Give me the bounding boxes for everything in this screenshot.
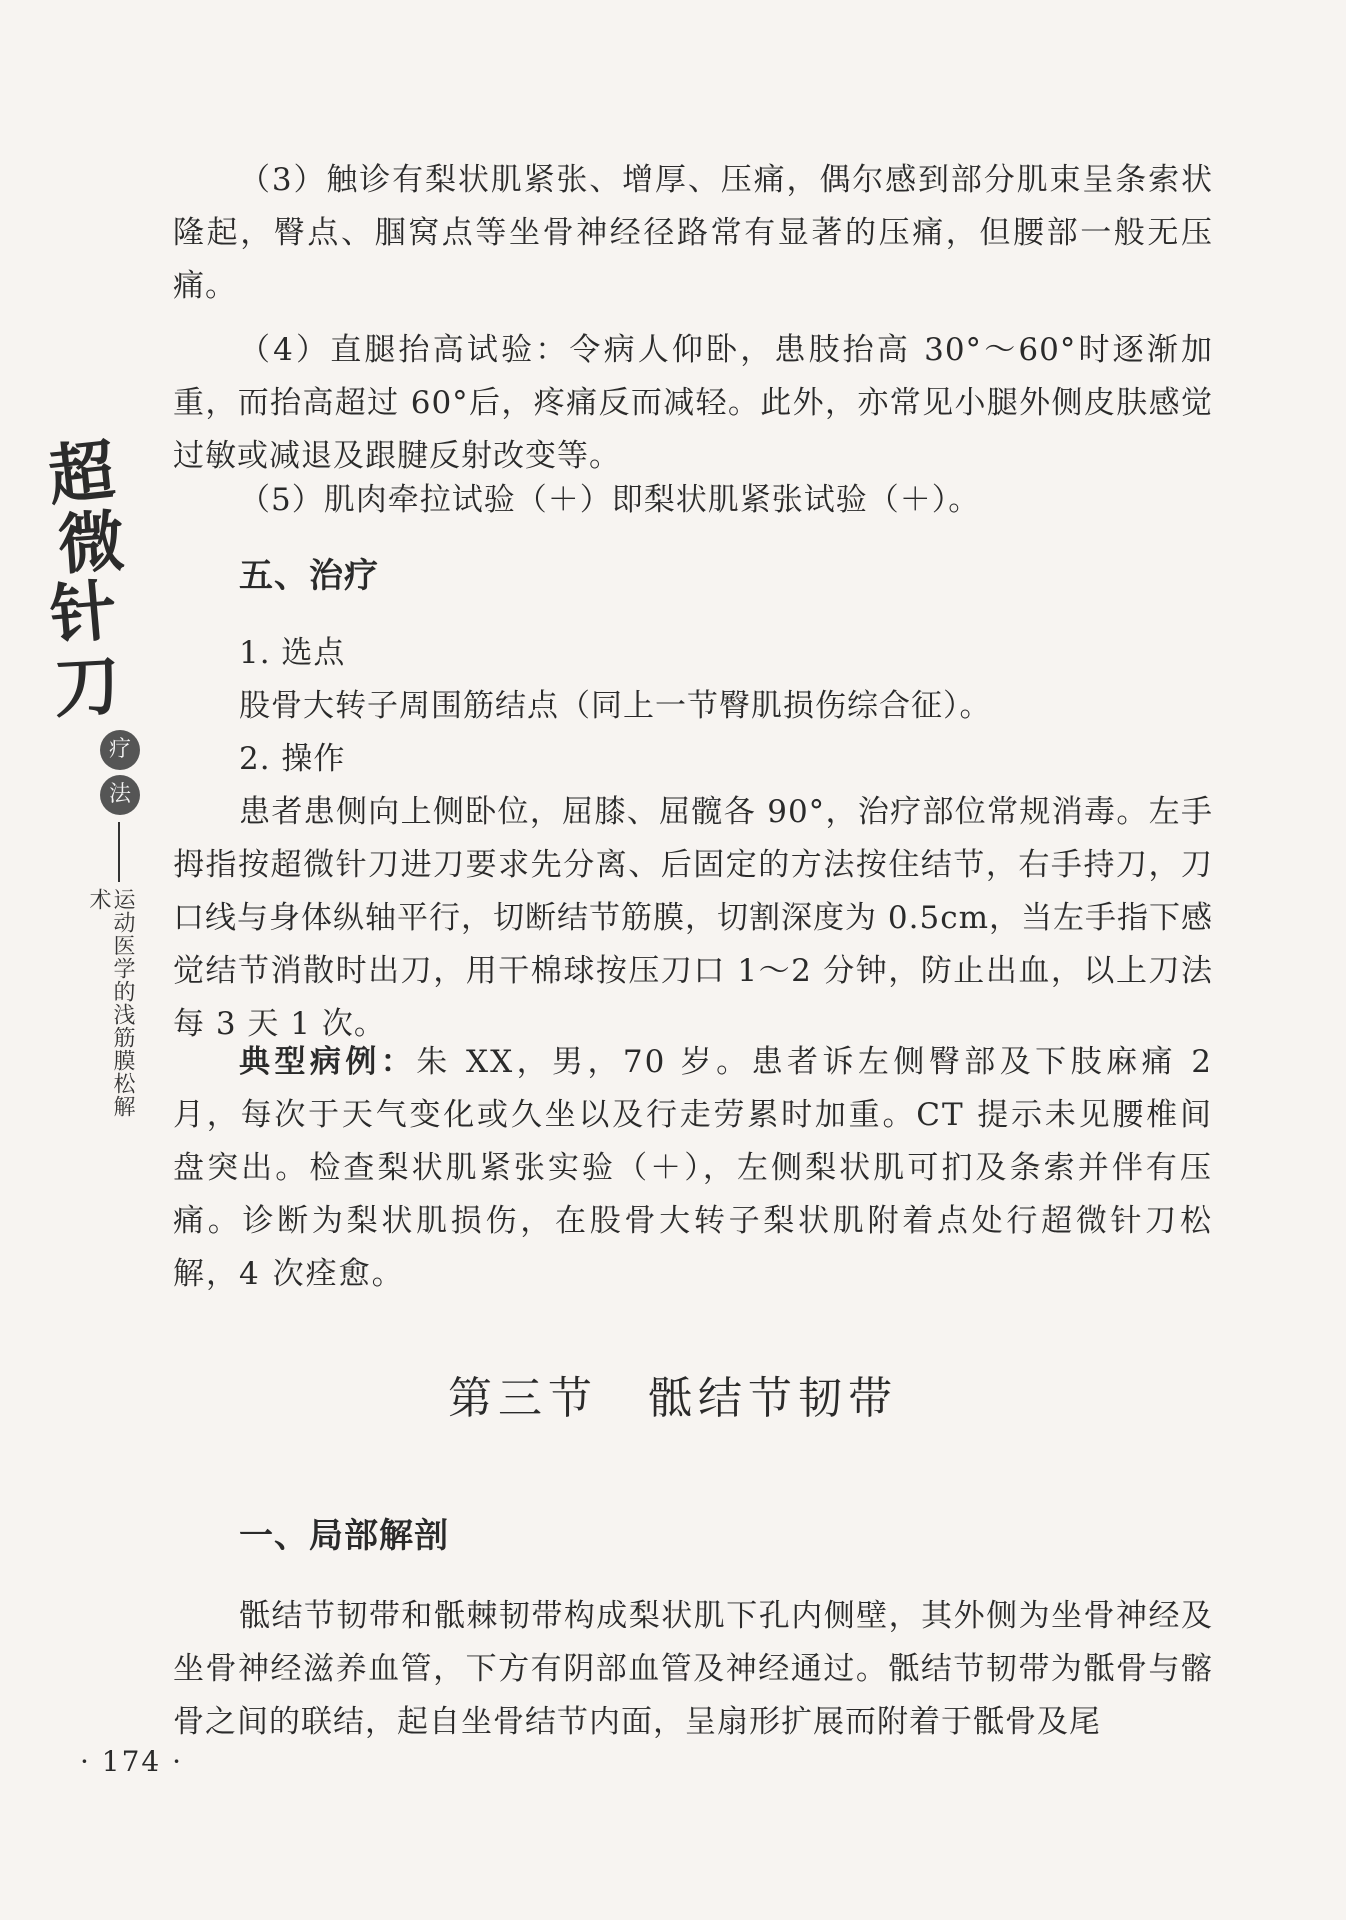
seal-liao: 疗 xyxy=(100,730,140,770)
treatment-body xyxy=(173,627,1213,1051)
section-title xyxy=(0,1362,1346,1426)
book-spine-title xyxy=(40,430,150,1120)
section-number: 第三节 xyxy=(448,1373,598,1424)
case-study xyxy=(173,1036,1213,1301)
symptom-item-3-text: （3）触诊有梨状肌紧张、增厚、压痛，偶尔感到部分肌束呈条索状隆起，臀点、腘窝点等坐骨神经径路常有显著的压痛，但腰部一般无压痛。 xyxy=(173,162,1213,304)
symptom-item-4 xyxy=(173,324,1213,483)
treatment-sub2: 2. 操作 xyxy=(239,741,346,777)
svg-text:针: 针 xyxy=(46,570,120,655)
svg-text:超: 超 xyxy=(44,430,119,516)
seal-fa: 法 xyxy=(100,775,140,815)
treatment-point-text: 股骨大转子周围筋结点（同上一节臀肌损伤综合征）。 xyxy=(239,688,992,724)
symptom-item-5 xyxy=(173,474,1213,527)
anatomy-heading: 一、局部解剖 xyxy=(239,1516,449,1556)
anatomy-body xyxy=(173,1590,1213,1749)
treatment-heading: 五、治疗 xyxy=(239,556,379,596)
symptom-item-5-text: （5）肌肉牵拉试验（＋）即梨状肌紧张试验（＋）。 xyxy=(239,482,981,518)
page-number: · 174 · xyxy=(80,1745,184,1778)
case-study-paragraph xyxy=(173,1036,1213,1301)
svg-text:刀: 刀 xyxy=(52,646,123,728)
svg-text:微: 微 xyxy=(55,501,127,585)
spine-rule xyxy=(118,822,120,882)
treatment-sub1: 1. 选点 xyxy=(239,635,346,671)
symptom-item-3 xyxy=(173,154,1213,313)
symptom-item-4-text: （4）直腿抬高试验：令病人仰卧，患肢抬高 30°～60°时逐渐加重，而抬高超过 60°后，疼痛反而减轻。此外，亦常见小腿外侧皮肤感觉过敏或减退及跟腱反射改变等。 xyxy=(173,332,1213,474)
section-name: 骶结节韧带 xyxy=(648,1373,898,1424)
anatomy-text: 骶结节韧带和骶棘韧带构成梨状肌下孔内侧壁，其外侧为坐骨神经及坐骨神经滋养血管，下方有阴部血管及神经通过。骶结节韧带为骶骨与髂骨之间的联结，起自坐骨结节内面，呈扇形扩展而附着于骶骨及尾 xyxy=(173,1598,1213,1740)
case-study-text: 朱 XX，男，70 岁。患者诉左侧臀部及下肢麻痛 2 月，每次于天气变化或久坐以及行走劳累时加重。CT 提示未见腰椎间盘突出。检查梨状肌紧张实验（＋），左侧梨状肌可扪及条索并伴有压痛。诊断为梨状肌损伤，在股骨大转子梨状肌附着点处行超微针刀松解，4 次痊愈。 xyxy=(173,1044,1213,1292)
case-study-label: 典型病例： xyxy=(239,1044,417,1080)
treatment-operation-text: 患者患侧向上侧卧位，屈膝、屈髋各 90°，治疗部位常规消毒。左手拇指按超微针刀进刀要求先分离、后固定的方法按住结节，右手持刀，刀口线与身体纵轴平行，切断结节筋膜，切割深度为 0.5cm，当左手指下感觉结节消散时出刀，用干棉球按压刀口 1～2 分钟，防止出血，以上刀法每 3 天 1 次。 xyxy=(173,794,1213,1042)
spine-subtitle: 运动医学的浅筋膜松解术 xyxy=(86,888,135,1118)
book-title-calligraphy xyxy=(40,430,150,730)
